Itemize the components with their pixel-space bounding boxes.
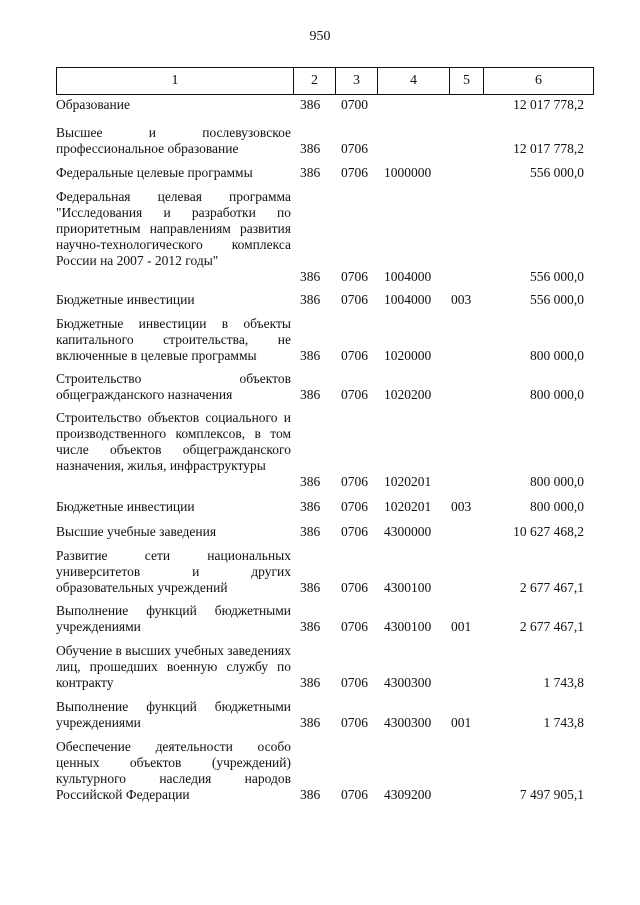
header-cell-1: 1 (57, 68, 294, 94)
row-name: Строительство объектов социального и производственного комплексов, в том числе объектов общегражданского назначения, жилья, инфраструктуры (56, 410, 291, 473)
table-header (56, 67, 594, 95)
row-col-4: 4300000 (384, 524, 432, 539)
table-row (56, 499, 594, 515)
row-col-3: 0706 (341, 787, 368, 802)
row-col-3: 0706 (341, 387, 368, 402)
row-col-4: 4300100 (384, 580, 432, 595)
table-row (56, 699, 594, 731)
row-name: Федеральные целевые программы (56, 165, 253, 180)
row-col-3: 0706 (341, 165, 368, 180)
row-name: Обеспечение деятельности особо ценных объектов (учреждений) культурного наследия народов Российской Федерации (56, 739, 291, 802)
row-col-3: 0706 (341, 580, 368, 595)
header-cell-6: 6 (535, 73, 542, 88)
row-col-5: 003 (451, 292, 472, 307)
row-col-3: 0700 (341, 97, 368, 112)
row-name: Обучение в высших учебных заведениях лиц, прошедших военную службу по контракту (56, 643, 291, 690)
row-col-5: 003 (451, 499, 472, 514)
row-col-4: 1020200 (384, 387, 432, 402)
row-col-2: 386 (300, 387, 321, 402)
row-col-4: 4300100 (384, 619, 432, 634)
row-name: Высшее и послевузовское профессиональное образование (56, 125, 291, 156)
header-cell-2: 2 (294, 68, 336, 94)
row-col-3: 0706 (341, 269, 368, 284)
page-number: 950 (309, 29, 331, 44)
row-col-2: 386 (300, 292, 321, 307)
row-col-6: 2 677 467,1 (519, 580, 584, 595)
row-col-3: 0706 (341, 499, 368, 514)
table-row (56, 603, 594, 635)
table-row (56, 97, 594, 113)
row-col-3: 0706 (341, 524, 368, 539)
row-col-6: 1 743,8 (543, 675, 584, 690)
row-col-6: 800 000,0 (530, 474, 584, 489)
row-name: Высшие учебные заведения (56, 524, 217, 539)
row-col-6: 12 017 778,2 (513, 141, 584, 156)
row-col-6: 10 627 468,2 (513, 524, 584, 539)
row-name: Образование (56, 97, 130, 112)
row-col-4: 4309200 (384, 787, 432, 802)
table-row (56, 189, 594, 285)
table-row (56, 125, 594, 157)
row-col-4: 1004000 (384, 269, 432, 284)
row-col-2: 386 (300, 619, 321, 634)
row-col-6: 12 017 778,2 (513, 97, 584, 112)
row-col-6: 2 677 467,1 (519, 619, 584, 634)
row-col-6: 556 000,0 (530, 269, 584, 284)
row-col-2: 386 (300, 580, 321, 595)
table-row (56, 524, 594, 540)
row-col-3: 0706 (341, 141, 368, 156)
row-col-2: 386 (300, 524, 321, 539)
row-col-5: 001 (451, 619, 472, 634)
row-col-2: 386 (300, 348, 321, 363)
row-col-4: 4300300 (384, 715, 432, 730)
row-name: Строительство объектов общегражданского назначения (56, 371, 291, 402)
table-row (56, 739, 594, 803)
row-name: Федеральная целевая программа "Исследования и разработки по приоритетным направлениям развития научно-технологического комплекса России на 2007 - 2012 годы" (56, 189, 291, 268)
row-col-6: 556 000,0 (530, 165, 584, 180)
table-row (56, 410, 594, 490)
table-row (56, 643, 594, 691)
row-col-3: 0706 (341, 348, 368, 363)
header-cell-3: 3 (336, 68, 378, 94)
row-col-6: 7 497 905,1 (519, 787, 584, 802)
table-row (56, 371, 594, 403)
row-col-3: 0706 (341, 715, 368, 730)
row-col-6: 800 000,0 (530, 348, 584, 363)
row-col-2: 386 (300, 165, 321, 180)
row-name: Бюджетные инвестиции в объекты капитального строительства, не включенные в целевые программы (56, 316, 291, 363)
row-col-6: 556 000,0 (530, 292, 584, 307)
row-col-5: 001 (451, 715, 472, 730)
header-cell-4: 4 (378, 68, 450, 94)
table-row (56, 292, 594, 308)
row-col-2: 386 (300, 675, 321, 690)
row-col-4: 1020000 (384, 348, 432, 363)
row-col-2: 386 (300, 141, 321, 156)
row-col-6: 1 743,8 (543, 715, 584, 730)
row-name: Развитие сети национальных университетов и других образовательных учреждений (56, 548, 291, 595)
row-col-2: 386 (300, 715, 321, 730)
row-col-6: 800 000,0 (530, 499, 584, 514)
row-col-4: 4300300 (384, 675, 432, 690)
row-col-4: 1020201 (384, 474, 432, 489)
row-col-3: 0706 (341, 675, 368, 690)
row-col-4: 1020201 (384, 499, 432, 514)
row-col-3: 0706 (341, 474, 368, 489)
row-name: Выполнение функций бюджетными учреждениями (56, 699, 291, 730)
row-col-2: 386 (300, 499, 321, 514)
row-col-2: 386 (300, 97, 321, 112)
row-name: Бюджетные инвестиции (56, 499, 195, 514)
table-row (56, 316, 594, 364)
row-name: Бюджетные инвестиции (56, 292, 195, 307)
row-col-2: 386 (300, 269, 321, 284)
row-col-2: 386 (300, 787, 321, 802)
row-col-2: 386 (300, 474, 321, 489)
row-col-4: 1000000 (384, 165, 432, 180)
row-col-3: 0706 (341, 619, 368, 634)
row-col-3: 0706 (341, 292, 368, 307)
table-row (56, 165, 594, 181)
row-col-6: 800 000,0 (530, 387, 584, 402)
row-col-4: 1004000 (384, 292, 432, 307)
header-cell-5: 5 (450, 68, 484, 94)
row-name: Выполнение функций бюджетными учреждениями (56, 603, 291, 634)
table-row (56, 548, 594, 596)
